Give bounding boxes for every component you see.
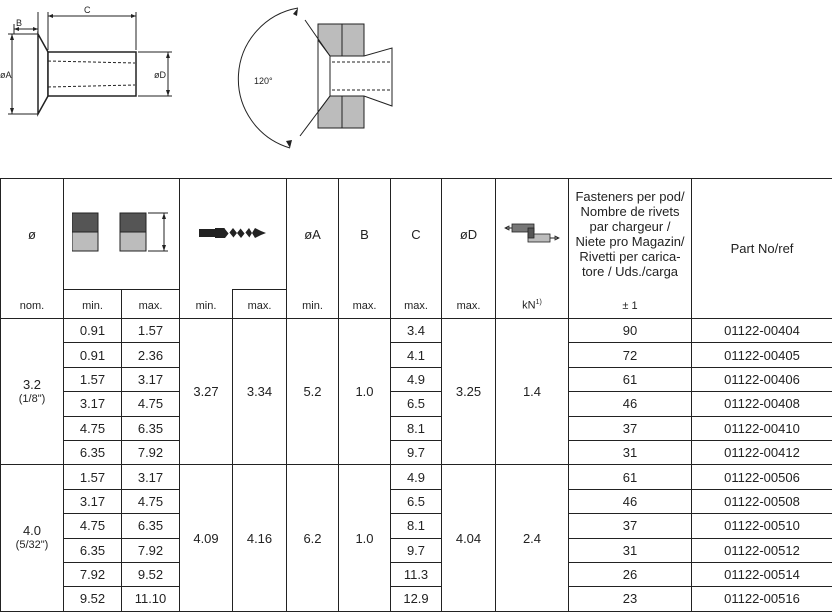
- unit-nom: nom.: [1, 290, 64, 319]
- cell-grip-min: 3.17: [64, 489, 122, 513]
- table-row: [1, 587, 832, 611]
- cell-grip-max: 7.92: [122, 440, 180, 464]
- cell-grip-min: 6.35: [64, 538, 122, 562]
- header-shear: [496, 179, 569, 290]
- cell-grip-max: 4.75: [122, 392, 180, 416]
- unit-d: max.: [442, 290, 496, 319]
- nominal-inch: (1/8"): [1, 392, 63, 407]
- cell-a: 5.2: [287, 319, 339, 465]
- cell-qty: 37: [569, 514, 692, 538]
- cell-d: 3.25: [442, 319, 496, 465]
- dim-b-label: B: [16, 18, 22, 28]
- header-a: øA: [287, 179, 339, 290]
- table-row: [1, 416, 832, 440]
- cell-c: 9.7: [391, 538, 442, 562]
- header-fasteners: Fasteners per pod/ Nombre de rivets par chargeur / Niete pro Magazin/ Rivetti per carica- tore / Uds./carga: [569, 179, 692, 290]
- cell-b: 1.0: [339, 465, 391, 611]
- table-row: [1, 489, 832, 513]
- cell-kn: 2.4: [496, 465, 569, 611]
- cell-c: 4.9: [391, 367, 442, 391]
- table-row: [1, 343, 832, 367]
- unit-kn: $kN^{1)}$: [496, 290, 569, 319]
- cell-part-no: 01122-00508: [692, 489, 832, 513]
- cell-grip-min: 0.91: [64, 343, 122, 367]
- cell-c: 8.1: [391, 416, 442, 440]
- cell-grip-min: 9.52: [64, 587, 122, 611]
- cell-part-no: 01122-00512: [692, 538, 832, 562]
- cell-grip-max: 6.35: [122, 416, 180, 440]
- cell-part-no: 01122-00412: [692, 440, 832, 464]
- cell-qty: 72: [569, 343, 692, 367]
- cell-c: 3.4: [391, 319, 442, 343]
- cell-grip-max: 2.36: [122, 343, 180, 367]
- table-row: [1, 392, 832, 416]
- cell-grip-min: 0.91: [64, 319, 122, 343]
- cell-grip-max: 7.92: [122, 538, 180, 562]
- cell-grip-max: 3.17: [122, 367, 180, 391]
- cell-c: 8.1: [391, 514, 442, 538]
- table-row: [1, 562, 832, 586]
- cell-part-no: 01122-00514: [692, 562, 832, 586]
- table-row: [1, 319, 832, 343]
- cell-grip-min: 1.57: [64, 367, 122, 391]
- header-drill-size: [180, 179, 287, 290]
- cell-qty: 46: [569, 489, 692, 513]
- cell-qty: 26: [569, 562, 692, 586]
- cell-qty: 61: [569, 367, 692, 391]
- cell-part-no: 01122-00404: [692, 319, 832, 343]
- table-row: [1, 367, 832, 391]
- unit-grip-min: min.: [64, 290, 122, 319]
- drill-bit-icon: [199, 222, 267, 244]
- cell-part-no: 01122-00405: [692, 343, 832, 367]
- cell-grip-min: 4.75: [64, 514, 122, 538]
- rivet-side-view: [8, 12, 172, 114]
- cell-grip-min: 1.57: [64, 465, 122, 489]
- cell-grip-max: 3.17: [122, 465, 180, 489]
- cell-c: 6.5: [391, 489, 442, 513]
- nominal-mm: 4.0: [1, 523, 63, 538]
- cell-part-no: 01122-00408: [692, 392, 832, 416]
- unit-c: max.: [391, 290, 442, 319]
- unit-drill-max: max.: [233, 290, 287, 319]
- cell-c: 12.9: [391, 587, 442, 611]
- header-part-no: Part No/ref: [692, 179, 832, 319]
- table-row: [1, 538, 832, 562]
- cell-qty: 37: [569, 416, 692, 440]
- cell-c: 4.9: [391, 465, 442, 489]
- cell-part-no: 01122-00510: [692, 514, 832, 538]
- cell-part-no: 01122-00406: [692, 367, 832, 391]
- cell-grip-min: 6.35: [64, 440, 122, 464]
- cell-grip-min: 3.17: [64, 392, 122, 416]
- cell-drill-min: 3.27: [180, 319, 233, 465]
- header-grip-range: [64, 179, 180, 290]
- technical-drawings: [0, 0, 832, 178]
- dim-a-label: øA: [0, 70, 12, 80]
- header-diameter: ø: [1, 179, 64, 290]
- header-d: øD: [442, 179, 496, 290]
- unit-b: max.: [339, 290, 391, 319]
- cell-nominal-diameter: [1, 319, 64, 465]
- nominal-mm: 3.2: [1, 377, 63, 392]
- cell-part-no: 01122-00516: [692, 587, 832, 611]
- dim-d-label: øD: [154, 70, 166, 80]
- cell-part-no: 01122-00506: [692, 465, 832, 489]
- cell-part-no: 01122-00410: [692, 416, 832, 440]
- cell-grip-max: 11.10: [122, 587, 180, 611]
- cell-grip-max: 9.52: [122, 562, 180, 586]
- cell-c: 6.5: [391, 392, 442, 416]
- cell-nominal-diameter: [1, 465, 64, 611]
- grip-range-icon: [72, 211, 172, 255]
- shear-force-icon: [504, 221, 560, 245]
- cell-drill-min: 4.09: [180, 465, 233, 611]
- cell-qty: 31: [569, 440, 692, 464]
- cell-qty: 61: [569, 465, 692, 489]
- rivet-spec-table: [0, 178, 832, 612]
- angle-label: 120°: [254, 76, 273, 86]
- cell-b: 1.0: [339, 319, 391, 465]
- cell-d: 4.04: [442, 465, 496, 611]
- unit-fasteners: ± 1: [569, 290, 692, 319]
- cell-grip-max: 1.57: [122, 319, 180, 343]
- nominal-inch: (5/32"): [1, 538, 63, 553]
- cell-c: 11.3: [391, 562, 442, 586]
- cell-c: 9.7: [391, 440, 442, 464]
- cell-qty: 90: [569, 319, 692, 343]
- cell-drill-max: 4.16: [233, 465, 287, 611]
- dim-c-label: C: [84, 5, 91, 15]
- cell-grip-min: 7.92: [64, 562, 122, 586]
- unit-grip-max: max.: [122, 290, 180, 319]
- cell-c: 4.1: [391, 343, 442, 367]
- cell-grip-max: 4.75: [122, 489, 180, 513]
- cell-qty: 23: [569, 587, 692, 611]
- table-row: [1, 514, 832, 538]
- header-c: C: [391, 179, 442, 290]
- unit-drill-min: min.: [180, 290, 233, 319]
- unit-a: min.: [287, 290, 339, 319]
- cell-kn: 1.4: [496, 319, 569, 465]
- cell-grip-max: 6.35: [122, 514, 180, 538]
- table-row: [1, 440, 832, 464]
- cell-grip-min: 4.75: [64, 416, 122, 440]
- header-row: [1, 179, 832, 290]
- cell-qty: 31: [569, 538, 692, 562]
- cell-drill-max: 3.34: [233, 319, 287, 465]
- cell-qty: 46: [569, 392, 692, 416]
- table-row: [1, 465, 832, 489]
- cell-a: 6.2: [287, 465, 339, 611]
- header-b: B: [339, 179, 391, 290]
